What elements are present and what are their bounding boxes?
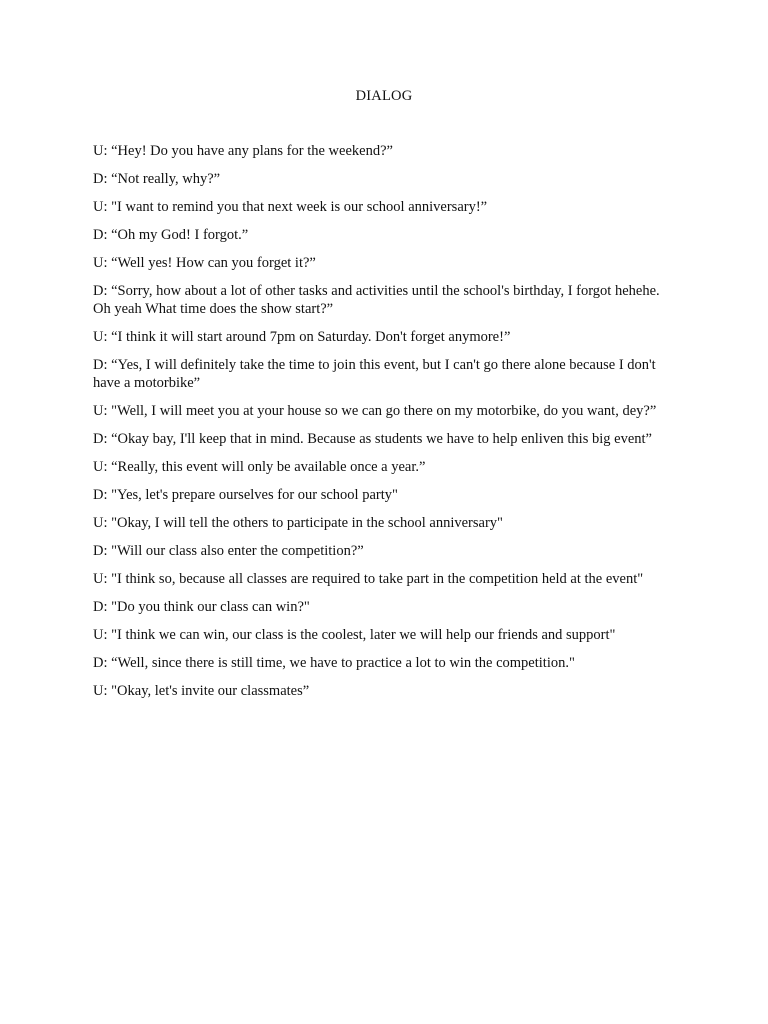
dialog-line: D: “Oh my God! I forgot.” xyxy=(93,227,249,243)
dialog-line: U: “Hey! Do you have any plans for the weekend?” xyxy=(93,143,393,159)
dialog-line: D: "Will our class also enter the competition?” xyxy=(93,543,364,559)
dialog-line: U: "I want to remind you that next week is our school anniversary!” xyxy=(93,199,488,215)
dialog-line: U: "Okay, let's invite our classmates” xyxy=(93,683,310,699)
dialog-line: D: "Do you think our class can win?" xyxy=(93,599,310,615)
dialog-line: U: "I think so, because all classes are required to take part in the competition held at the event" xyxy=(93,571,644,587)
dialog-line: D: “Sorry, how about a lot of other tasks and activities until the school's birthday, I forgot hehehe. Oh yeah What time does the show start?” xyxy=(93,283,660,317)
dialog-line: D: "Yes, let's prepare ourselves for our school party" xyxy=(93,487,398,503)
dialog-line: D: “Okay bay, I'll keep that in mind. Because as students we have to help enliven this big event” xyxy=(93,431,652,447)
dialog-line: U: “I think it will start around 7pm on Saturday. Don't forget anymore!” xyxy=(93,329,511,345)
dialog-line: U: “Really, this event will only be available once a year.” xyxy=(93,459,426,475)
dialog-line: U: “Well yes! How can you forget it?” xyxy=(93,255,316,271)
dialog-line: D: “Yes, I will definitely take the time to join this event, but I can't go there alone because I don't have a motorbike” xyxy=(93,357,656,391)
document-title: DIALOG xyxy=(355,88,413,104)
dialog-line: U: "Well, I will meet you at your house so we can go there on my motorbike, do you want, dey?” xyxy=(93,403,657,419)
dialog-line: D: “Not really, why?” xyxy=(93,171,221,187)
dialog-line: D: “Well, since there is still time, we have to practice a lot to win the competition." xyxy=(93,655,575,671)
dialog-body xyxy=(93,142,673,710)
dialog-line: U: "Okay, I will tell the others to participate in the school anniversary" xyxy=(93,515,503,531)
dialog-line: U: "I think we can win, our class is the coolest, later we will help our friends and support" xyxy=(93,627,616,643)
